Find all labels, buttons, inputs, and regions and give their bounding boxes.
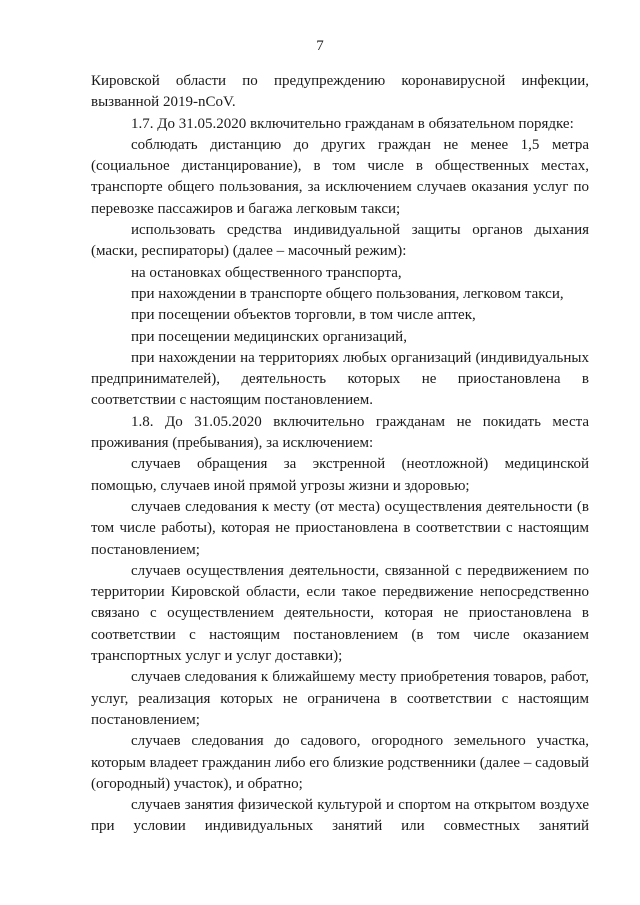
- list-item-public-transport: при нахождении в транспорте общего пользования, легковом такси,: [131, 285, 564, 302]
- exception-work-movement: случаев осуществления деятельности, связанной с передвижением по территории Кировской области, если такое передвижение непосредственно связано с осуществлением деятельности, которая не приостановлена в соответствии с настоящим постановлением (в том числе оказанием транспортных услуг и услуг доставки);: [91, 562, 589, 665]
- exception-medical-help: случаев обращения за экстренной (неотложной) медицинской помощью, случаев иной прямой угрозы жизни и здоровью;: [91, 456, 589, 494]
- document-body: [91, 71, 589, 838]
- list-item-transport-stops: на остановках общественного транспорта,: [131, 264, 402, 281]
- list-item-retail: при посещении объектов торговли, в том числе аптек,: [131, 307, 476, 324]
- list-item-medical: при посещении медицинских организаций,: [131, 328, 407, 345]
- list-item-distance: соблюдать дистанцию до других граждан не менее 1,5 метра (социальное дистанцирование), в том числе в общественных местах, транспорте общего пользования, за исключением случаев оказания услуг по перевозке пассажиров и багажа легковым такси;: [91, 136, 589, 217]
- clause-1-8-heading: 1.8. До 31.05.2020 включительно гражданам не покидать места проживания (пребывания), за исключением:: [91, 413, 589, 452]
- paragraph-continuation: Кировской области по предупреждению коронавирусной инфекции, вызванной 2019-nCoV.: [91, 73, 589, 111]
- list-item-organizations: при нахождении на территориях любых организаций (индивидуальных предпринимателей), деятельность которых не приостановлена в соответствии с настоящим постановлением.: [91, 349, 589, 409]
- clause-1-7-heading: 1.7. До 31.05.2020 включительно гражданам в обязательном порядке:: [131, 115, 574, 132]
- exception-garden-plot: случаев следования до садового, огородного земельного участка, которым владеет гражданин либо его близкие родственники (далее – садовый (огородный) участок), и обратно;: [91, 733, 589, 792]
- page-number: 7: [316, 38, 324, 54]
- exception-shopping: случаев следования к ближайшему месту приобретения товаров, работ, услуг, реализация которых не ограничена в соответствии с настоящим постановлением;: [91, 669, 589, 728]
- list-item-mask-regime: использовать средства индивидуальной защиты органов дыхания (маски, респираторы) (далее – масочный режим):: [91, 222, 589, 260]
- exception-sports: случаев занятия физической культурой и спортом на открытом воздухе при условии индивидуальных занятий или совместных занятий: [91, 797, 589, 835]
- exception-work-travel: случаев следования к месту (от места) осуществления деятельности (в том числе работы), которая не приостановлена в соответствии с настоящим постановлением;: [91, 498, 589, 558]
